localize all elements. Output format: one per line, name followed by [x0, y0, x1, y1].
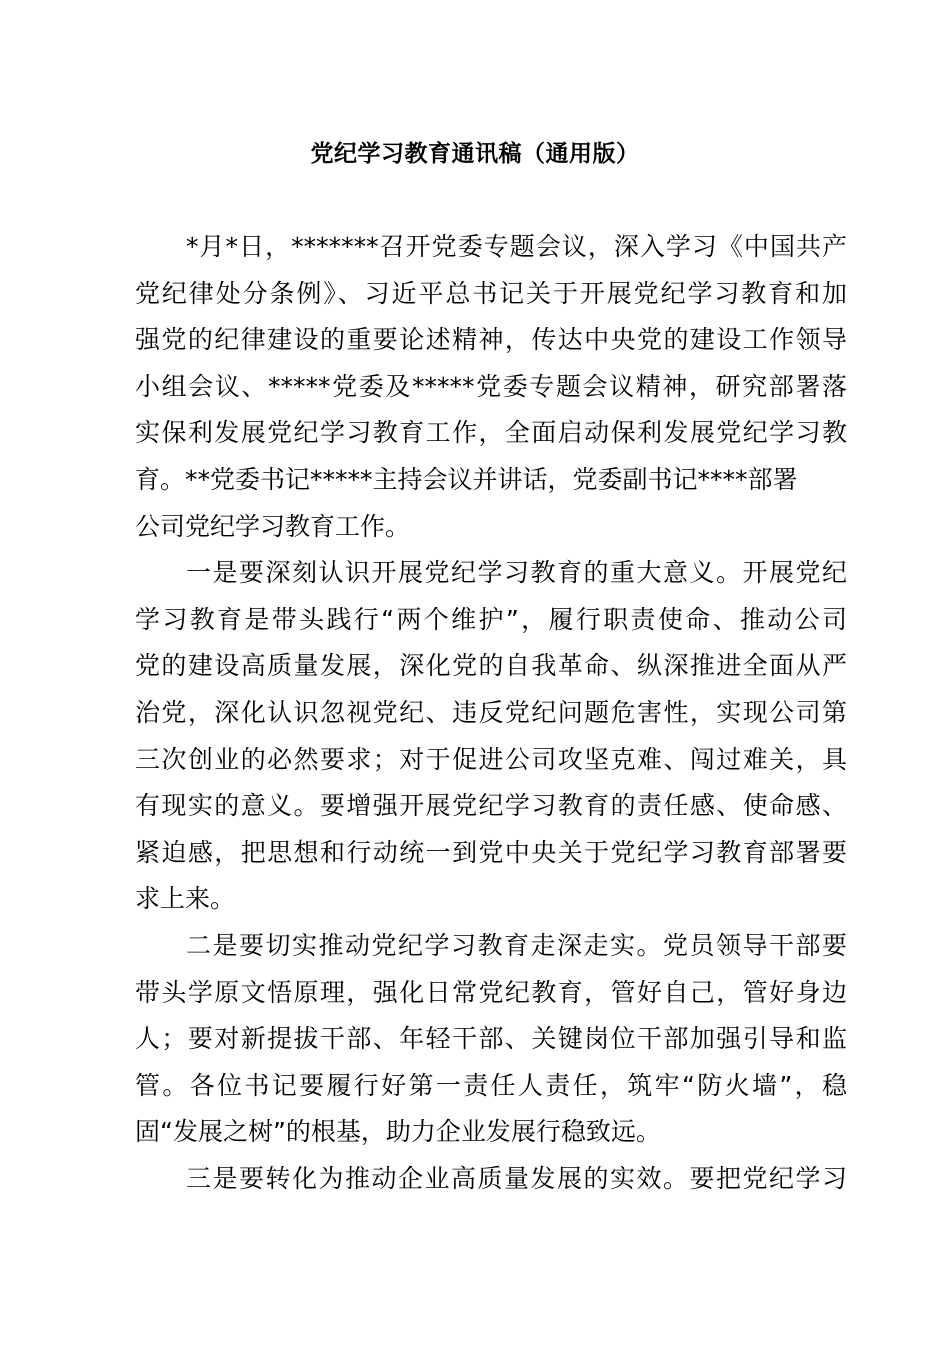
text-line: 一是要深刻认识开展党纪学习教育的重大意义。开展党纪	[186, 558, 847, 588]
text-line: 治党，深化认识忽视党纪、违反党纪问题危害性，实现公司第	[135, 697, 847, 727]
text-line: 二是要切实推动党纪学习教育走深走实。党员领导干部要	[186, 930, 847, 960]
text-line: 学习教育是带头践行“两个维护”，履行职责使命、推动公司	[135, 604, 847, 634]
text-line: 求上来。	[135, 884, 236, 914]
text-line: 人；要对新提拔干部、年轻干部、关键岗位干部加强引导和监	[135, 1024, 847, 1054]
text-line: *月*日，*******召开党委专题会议，深入学习《中国共产	[186, 232, 847, 261]
text-line: 三是要转化为推动企业高质量发展的实效。要把党纪学习	[186, 1163, 847, 1193]
paragraph	[135, 224, 847, 550]
paragraph	[135, 923, 847, 1156]
paragraph	[135, 550, 847, 923]
text-line: 党纪律处分条例》、习近平总书记关于开展党纪学习教育和加	[135, 278, 847, 308]
text-line: 公司党纪学习教育工作。	[135, 511, 411, 541]
text-line: 小组会议、*****党委及*****党委专题会议精神，研究部署落	[135, 371, 847, 401]
text-line: 三次创业的必然要求；对于促进公司攻坚克难、闯过难关，具	[135, 744, 847, 774]
text-line: 紧迫感，把思想和行动统一到党中央关于党纪学习教育部署要	[135, 837, 847, 867]
paragraph	[135, 1156, 847, 1203]
text-line: 强党的纪律建设的重要论述精神，传达中央党的建设工作领导	[135, 325, 847, 355]
document-body	[135, 224, 847, 1202]
document-title: 党纪学习教育通讯稿（通用版）	[310, 141, 640, 167]
text-line: 管。各位书记要履行好第一责任人责任，筑牢“防火墙”，稳	[135, 1070, 847, 1100]
text-line: 党的建设高质量发展，深化党的自我革命、纵深推进全面从严	[135, 651, 847, 681]
text-line: 实保利发展党纪学习教育工作，全面启动保利发展党纪学习教	[135, 418, 847, 448]
text-line: 有现实的意义。要增强开展党纪学习教育的责任感、使命感、	[135, 791, 847, 821]
text-line: 固“发展之树”的根基，助力企业发展行稳致远。	[135, 1117, 661, 1147]
text-line: 育。**党委书记*****主持会议并讲话，党委副书记****部署	[135, 464, 798, 494]
text-line: 带头学原文悟原理，强化日常党纪教育，管好自己，管好身边	[135, 977, 847, 1007]
